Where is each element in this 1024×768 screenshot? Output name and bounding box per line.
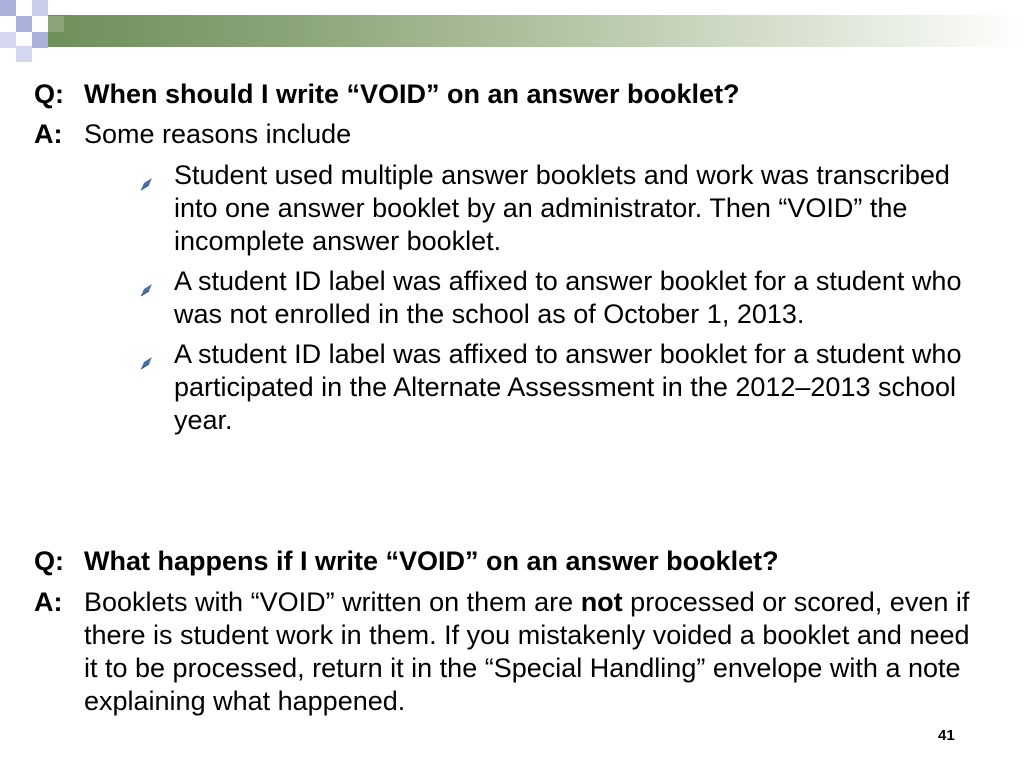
answer-text-after: processed or scored, even if there is student work in them. If you mistakenly voided a booklet and need it to be processed, return it in the “Special Handling” envelope with a note explaining what happened. [84,587,970,716]
feather-bullet-icon [140,265,174,331]
header-decoration [0,0,1024,62]
list-item [140,265,990,331]
list-item-text: A student ID label was affixed to answer booklet for a student who was not enrolled in the school as of October 1, 2013. [174,266,962,329]
decor-square [0,32,16,48]
decor-square [32,32,48,48]
list-item [140,159,990,258]
reasons-list [140,159,990,444]
list-item-text: A student ID label was affixed to answer booklet for a student who participated in the Alternate Assessment in the 2012–2013 school year. [174,339,962,435]
answer-one [34,118,351,151]
decor-square [32,0,48,16]
question-one [34,78,740,111]
list-item-text: Student used multiple answer booklets and work was transcribed into one answer booklet by an administrator. Then “VOID” the incomplete answer booklet. [174,160,950,256]
answer-emphasis: not [580,587,623,617]
decor-square [16,16,32,32]
header-gradient-bar [48,15,1024,47]
question-two [34,545,779,578]
decorative-squares [0,0,80,62]
decor-square [48,16,64,32]
decor-square [0,0,16,16]
answer-two-text [84,586,984,718]
feather-bullet-icon [140,338,174,437]
decor-square [16,46,32,62]
answer-marker: A: [34,587,63,617]
list-item [140,338,990,437]
question-marker: Q: [34,79,64,109]
question-text: What happens if I write “VOID” on an answer booklet? [84,546,779,576]
page-number: 41 [938,727,955,744]
feather-bullet-icon [140,159,174,258]
question-text: When should I write “VOID” on an answer booklet? [84,79,740,109]
answer-marker: A: [34,119,63,149]
answer-text-before: Booklets with “VOID” written on them are [84,587,581,617]
question-marker: Q: [34,546,64,576]
answer-intro: Some reasons include [84,119,352,149]
